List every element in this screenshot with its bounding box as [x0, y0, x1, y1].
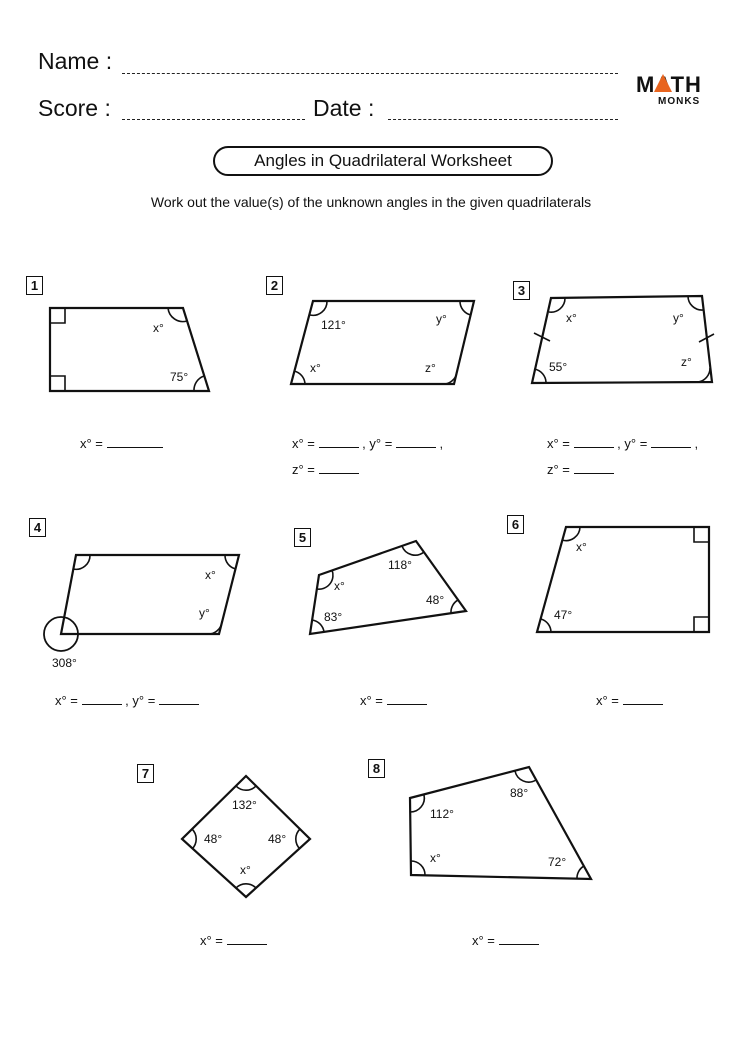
angle-label: y°	[673, 311, 684, 325]
problem-number-8: 8	[368, 759, 385, 778]
angle-label: x°	[153, 321, 164, 335]
problem-number-2: 2	[266, 276, 283, 295]
problem-number-4: 4	[29, 518, 46, 537]
answer-prompt: x° =	[547, 436, 570, 451]
problem-number-7: 7	[137, 764, 154, 783]
angle-label: 47°	[554, 608, 573, 622]
answer-prompt: , y° =	[125, 693, 156, 708]
answer-blank[interactable]	[499, 934, 539, 945]
angle-label: 48°	[426, 593, 445, 607]
problem-number-1: 1	[26, 276, 43, 295]
answer-prompt: x° =	[80, 436, 103, 451]
angle-label: x°	[334, 579, 345, 593]
answer-line-8	[472, 933, 539, 948]
angle-label: x°	[566, 311, 577, 325]
logo-main-text: MATH	[636, 72, 702, 97]
answer-prompt: z° =	[292, 462, 315, 477]
logo-sub-text: MONKS	[658, 96, 701, 107]
name-label: Name :	[38, 48, 113, 74]
answer-prompt: x° =	[292, 436, 315, 451]
angle-label: x°	[240, 863, 251, 877]
angle-label: x°	[430, 851, 441, 865]
problem-number-5: 5	[294, 528, 311, 547]
angle-label: x°	[310, 361, 321, 375]
answer-prompt: z° =	[547, 462, 570, 477]
answer-prompt: x° =	[596, 693, 619, 708]
answer-prompt: x° =	[472, 933, 495, 948]
answer-prompt: , y° =	[617, 436, 648, 451]
angle-label: z°	[425, 361, 436, 375]
answer-prompt: x° =	[360, 693, 383, 708]
problem-number-3: 3	[513, 281, 530, 300]
angle-label: 83°	[324, 610, 343, 624]
angle-label: 121°	[321, 318, 346, 332]
date-label: Date :	[313, 95, 375, 121]
angle-label: x°	[576, 540, 587, 554]
score-label: Score :	[38, 95, 111, 121]
angle-label: y°	[199, 606, 210, 620]
angle-label: 48°	[204, 832, 223, 846]
page-title: Angles in Quadrilateral Worksheet	[213, 146, 553, 176]
answer-prompt: , y° =	[362, 436, 393, 451]
angle-label: x°	[205, 568, 216, 582]
angle-label: z°	[681, 355, 692, 369]
answer-prompt: x° =	[200, 933, 223, 948]
answer-separator: ,	[439, 436, 444, 451]
angle-label: 112°	[430, 807, 454, 821]
angle-label: 132°	[232, 798, 257, 812]
angle-label: 55°	[549, 360, 568, 374]
answer-separator: ,	[694, 436, 699, 451]
angle-label: 88°	[510, 786, 529, 800]
instructions: Work out the value(s) of the unknown angles in the given quadrilaterals	[150, 194, 592, 210]
angle-label: 75°	[170, 370, 189, 384]
angle-label: 48°	[268, 832, 287, 846]
angle-label: 72°	[548, 855, 567, 869]
problem-number-6: 6	[507, 515, 524, 534]
angle-label: 308°	[52, 656, 77, 670]
angle-label: 118°	[388, 558, 412, 572]
answer-prompt: x° =	[55, 693, 78, 708]
angle-label: y°	[436, 312, 447, 326]
